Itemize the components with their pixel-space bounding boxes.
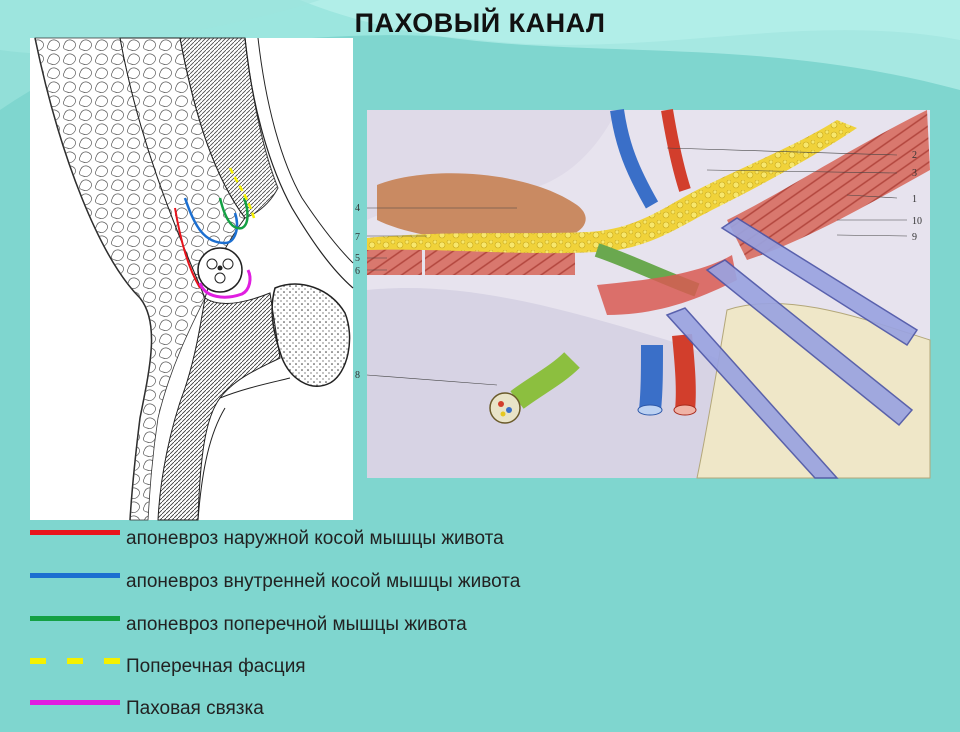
label-1: 1 bbox=[912, 194, 917, 205]
legend-swatch-magenta bbox=[30, 700, 120, 705]
label-4: 4 bbox=[355, 203, 360, 214]
legend-item-inguinal-ligament bbox=[30, 692, 630, 732]
anatomical-illustration bbox=[355, 110, 930, 478]
legend-label: апоневроз внутренней косой мышцы живота bbox=[126, 571, 521, 592]
legend-label: Паховая связка bbox=[126, 698, 264, 719]
label-10: 10 bbox=[912, 216, 922, 227]
label-9: 9 bbox=[912, 232, 917, 243]
legend-item-transversalis-fascia bbox=[30, 650, 630, 690]
label-5: 5 bbox=[355, 253, 360, 264]
legend-swatch-green bbox=[30, 616, 120, 621]
slide-title: ПАХОВЫЙ КАНАЛ bbox=[354, 8, 606, 38]
legend-item-transverse bbox=[30, 608, 630, 648]
legend-label: Поперечная фасция bbox=[126, 656, 306, 677]
label-7: 7 bbox=[355, 232, 360, 243]
sagittal-section-drawing bbox=[30, 38, 353, 520]
legend-item-external-oblique bbox=[30, 522, 630, 562]
legend-swatch-yellow-dashed bbox=[30, 658, 120, 663]
legend-label: апоневроз наружной косой мышцы живота bbox=[126, 528, 504, 549]
label-8: 8 bbox=[355, 370, 360, 381]
label-6: 6 bbox=[355, 266, 360, 277]
legend-swatch-blue bbox=[30, 573, 120, 578]
label-2: 2 bbox=[912, 150, 917, 161]
inguinal-canal-anatomy-drawing bbox=[355, 110, 930, 478]
legend-item-internal-oblique bbox=[30, 565, 630, 605]
label-3: 3 bbox=[912, 168, 917, 179]
sagittal-section-illustration bbox=[30, 38, 353, 520]
legend-label: апоневроз поперечной мышцы живота bbox=[126, 614, 467, 635]
legend-swatch-red bbox=[30, 530, 120, 535]
